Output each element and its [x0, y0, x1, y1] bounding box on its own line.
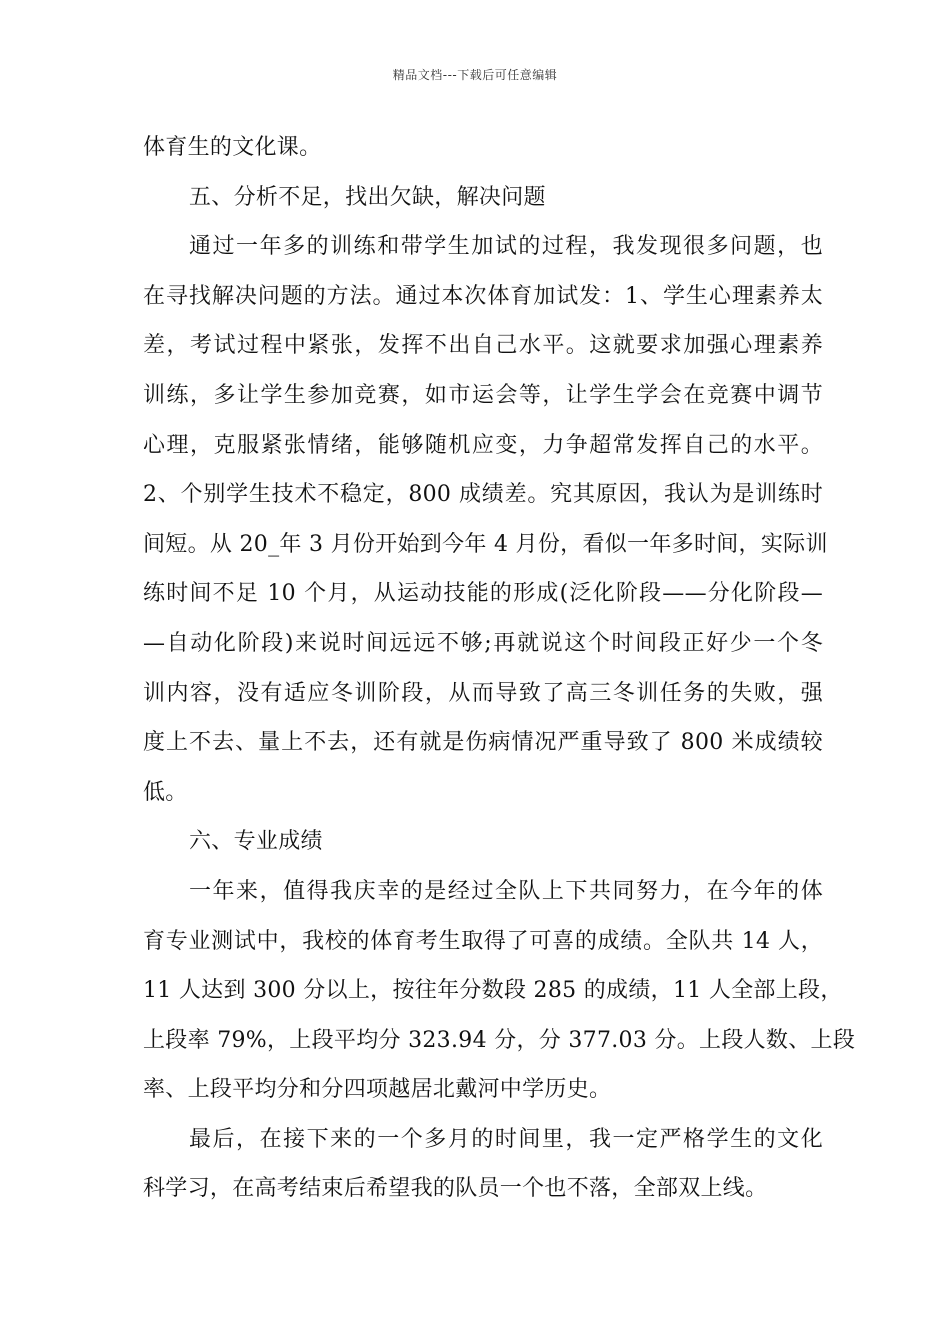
text-line: 率、上段平均分和分四项越居北戴河中学历史。 — [143, 1077, 612, 1103]
section-heading: 六、专业成绩 — [189, 829, 323, 855]
text-line: 低。 — [143, 779, 188, 805]
text-line: 度上不去、量上不去，还有就是伤病情况严重导致了 800 米成绩较 — [143, 730, 823, 756]
text-line: 差，考试过程中紧张，发挥不出自己水平。这就要求加强心理素养 — [143, 333, 823, 359]
text-line: 科学习，在高考结束后希望我的队员一个也不落，全部双上线。 — [143, 1176, 768, 1202]
text-line: 通过一年多的训练和带学生加试的过程，我发现很多问题，也 — [189, 234, 823, 260]
text-line: 育专业测试中，我校的体育考生取得了可喜的成绩。全队共 14 人， — [143, 928, 823, 954]
text-line: 最后，在接下来的一个多月的时间里，我一定严格学生的文化 — [189, 1126, 823, 1152]
text-line: 间短。从 20_年 3 月份开始到今年 4 月份，看似一年多时间，实际训 — [143, 531, 828, 557]
text-line: 上段率 79%，上段平均分 323.94 分，分 377.03 分。上段人数、上段 — [143, 1027, 856, 1053]
text-line: 训练，多让学生参加竞赛，如市运会等，让学生学会在竞赛中调节 — [143, 382, 823, 408]
text-line: —自动化阶段)来说时间远远不够;再就说这个时间段正好少一个冬 — [143, 630, 823, 656]
text-line: 训内容，没有适应冬训阶段，从而导致了高三冬训任务的失败，强 — [143, 680, 823, 706]
text-line: 心理，克服紧张情绪，能够随机应变，力争超常发挥自己的水平。 — [143, 432, 823, 458]
text-line: 在寻找解决问题的方法。通过本次体育加试发：1、学生心理素养太 — [143, 283, 823, 309]
text-line: 2、个别学生技术不稳定，800 成绩差。究其原因，我认为是训练时 — [143, 482, 823, 508]
text-line: 体育生的文化课。 — [143, 135, 322, 160]
page-header: 精品文档---下载后可任意编辑 — [392, 68, 558, 82]
text-line: 一年来，值得我庆幸的是经过全队上下共同努力，在今年的体 — [189, 878, 823, 904]
document-body — [143, 128, 856, 1219]
section-heading: 五、分析不足，找出欠缺，解决问题 — [189, 184, 546, 210]
text-line: 11 人达到 300 分以上，按往年分数段 285 的成绩，11 人全部上段， — [143, 978, 843, 1004]
text-line: 练时间不足 10 个月，从运动技能的形成(泛化阶段——分化阶段— — [143, 581, 823, 607]
